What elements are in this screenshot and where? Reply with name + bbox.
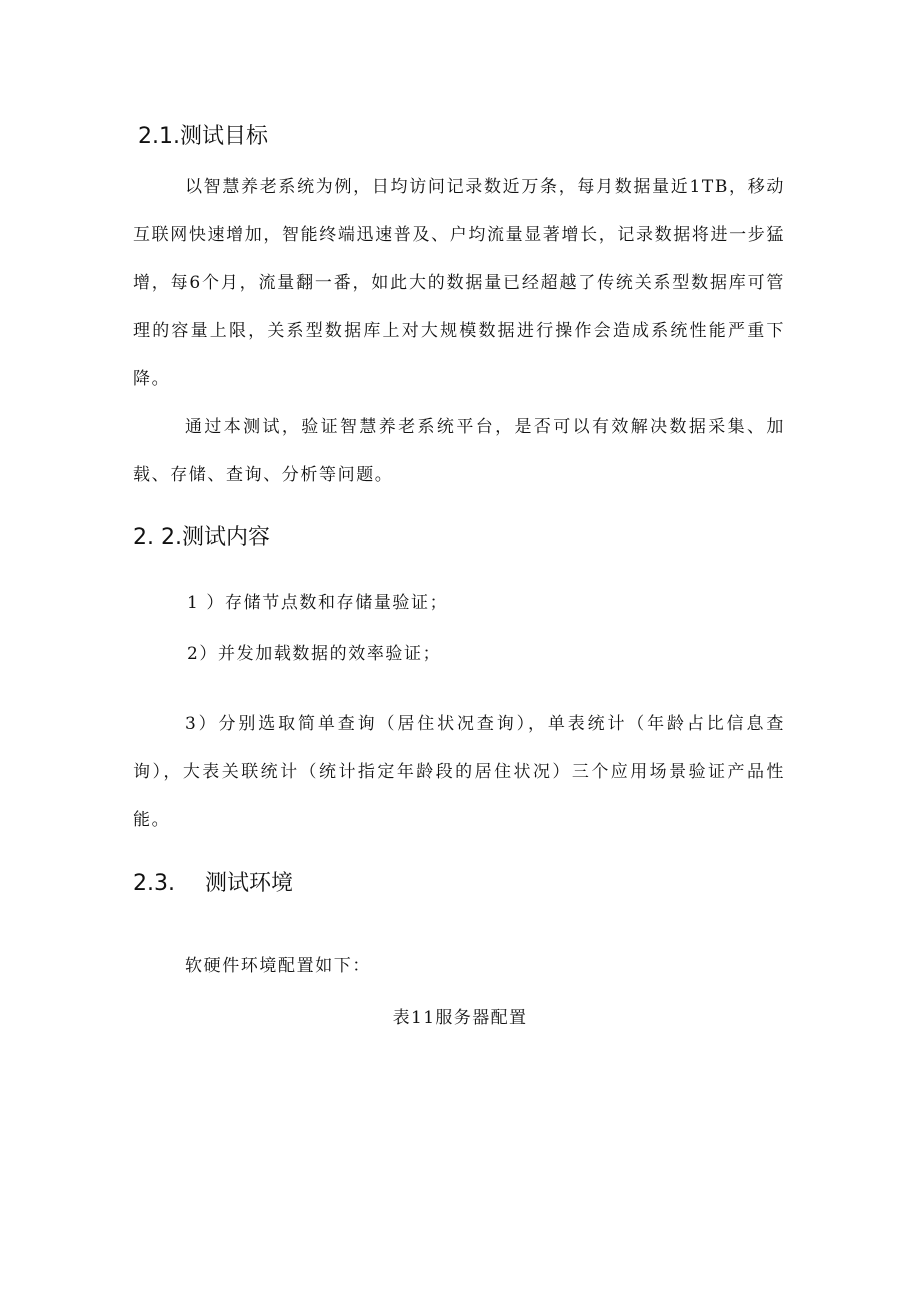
paragraph-test-goal-1: 以智慧养老系统为例，日均访问记录数近万条，每月数据量近1TB，移动互联网快速增加，智能终端迅速普及、户均流量显著增长，记录数据将进一步猛增，每6个月，流量翻一番，如此大的数据量已经超越了传统关系型数据库可管理的容量上限，关系型数据库上对大规模数据进行操作会造成系统性能严重下降。 xyxy=(133,177,785,389)
section-heading-2-3 xyxy=(133,870,293,898)
section-heading-2-2: 2. 2.测试内容 xyxy=(133,525,270,550)
list-item-concurrency: 2）并发加载数据的效率验证； xyxy=(187,644,442,664)
section-heading-2-1: 2.1.测试目标 xyxy=(138,124,268,149)
table-caption: 表11服务器配置 xyxy=(392,1008,528,1028)
list-item-storage: 1 ）存储节点数和存储量验证； xyxy=(187,593,449,613)
list-item-query-scenarios: 3）分别选取简单查询（居住状况查询），单表统计（年龄占比信息查询），大表关联统计（统计指定年龄段的居住状况）三个应用场景验证产品性能。 xyxy=(133,714,785,830)
section-number: 2.3. xyxy=(133,871,175,896)
section-title: 测试环境 xyxy=(204,871,293,896)
environment-intro: 软硬件环境配置如下： xyxy=(185,956,371,976)
paragraph-test-goal-2: 通过本测试，验证智慧养老系统平台，是否可以有效解决数据采集、加载、存储、查询、分析等问题。 xyxy=(133,417,785,485)
